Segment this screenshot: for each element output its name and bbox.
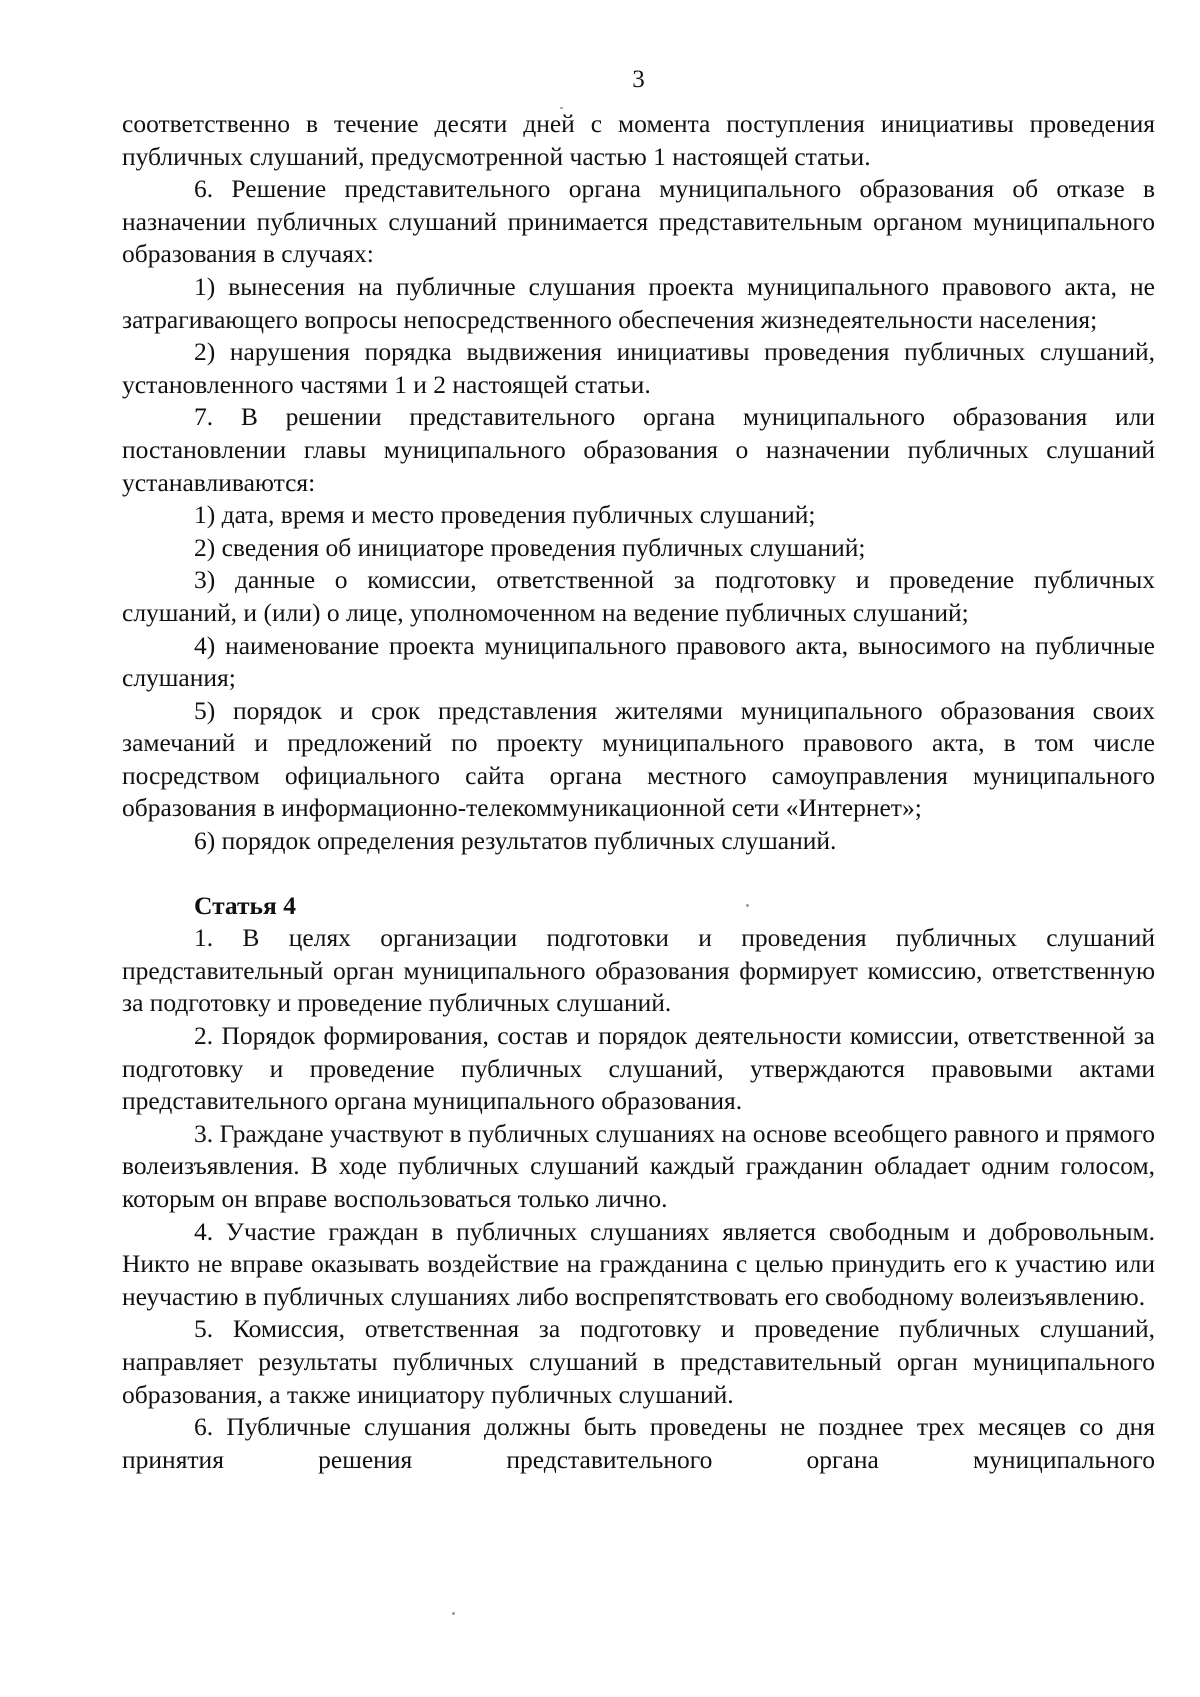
paragraph: 6. Решение представительного органа муниципального образования об отказе в назначении публичных слушаний принимается представительным органом муниципального образования в случаях: [122, 174, 1155, 269]
paragraph: 3. Граждане участвуют в публичных слушаниях на основе всеобщего равного и прямого волеизъявления. В ходе публичных слушаний каждый гражданин обладает одним голосом, которым он вправе воспользоваться только лично. [122, 1118, 1155, 1213]
list-item: 2) сведения об инициаторе проведения публичных слушаний; [194, 532, 866, 562]
article-heading: Статья 4 [194, 890, 296, 920]
scan-speck [560, 107, 563, 109]
paragraph: 6. Публичные слушания должны быть проведены не позднее трех месяцев со дня принятия решения представительного органа муниципального [122, 1412, 1155, 1474]
page-number: 3 [632, 66, 645, 93]
article-3-continuation [122, 108, 1155, 858]
paragraph: 4. Участие граждан в публичных слушаниях является свободным и добровольным. Никто не вправе оказывать воздействие на гражданина с целью принудить его к участию или неучастию в публичных слушаниях либо воспрепятствовать его свободному волеизъявлению. [122, 1216, 1155, 1311]
paragraph: 5. Комиссия, ответственная за подготовку и проведение публичных слушаний, направляет результаты публичных слушаний в представительный орган муниципального образования, а также инициатору публичных слушаний. [122, 1314, 1155, 1409]
scan-speck [452, 1612, 455, 1615]
list-item: 6) порядок определения результатов публичных слушаний. [194, 826, 837, 856]
list-item: 5) порядок и срок представления жителями муниципального образования своих замечаний и предложений по проекту муниципального правового акта, в том числе посредством официального сайта органа местного самоуправления муниципального образования в информационно-телекоммуникационной сети «Интернет»; [122, 695, 1155, 823]
article-4-body [122, 922, 1155, 1476]
list-item: 1) вынесения на публичные слушания проекта муниципального правового акта, не затрагивающего вопросы непосредственного обеспечения жизнедеятельности населения; [122, 271, 1155, 334]
list-item: 3) данные о комиссии, ответственной за подготовку и проведение публичных слушаний, и (или) о лице, уполномоченном на ведение публичных слушаний; [122, 565, 1155, 627]
paragraph: соответственно в течение десяти дней с момента поступления инициативы проведения публичных слушаний, предусмотренной частью 1 настоящей статьи. [122, 109, 1155, 171]
list-item: 4) наименование проекта муниципального правового акта, выносимого на публичные слушания; [122, 630, 1155, 693]
list-item: 1) дата, время и место проведения публичных слушаний; [194, 500, 816, 530]
paragraph: 2. Порядок формирования, состав и порядок деятельности комиссии, ответственной за подготовку и проведение публичных слушаний, утверждаются правовыми актами представительного органа муниципального образования. [122, 1021, 1155, 1116]
document-page [122, 64, 1155, 1476]
scan-speck [746, 904, 749, 907]
paragraph: 1. В целях организации подготовки и проведения публичных слушаний представительный орган муниципального образования формирует комиссию, ответственную за подготовку и проведение публичных слушаний. [122, 923, 1155, 1018]
list-item: 2) нарушения порядка выдвижения инициативы проведения публичных слушаний, установленного частями 1 и 2 настоящей статьи. [122, 337, 1155, 399]
paragraph: 7. В решении представительного органа муниципального образования или постановлении главы муниципального образования о назначении публичных слушаний устанавливаются: [122, 402, 1155, 497]
